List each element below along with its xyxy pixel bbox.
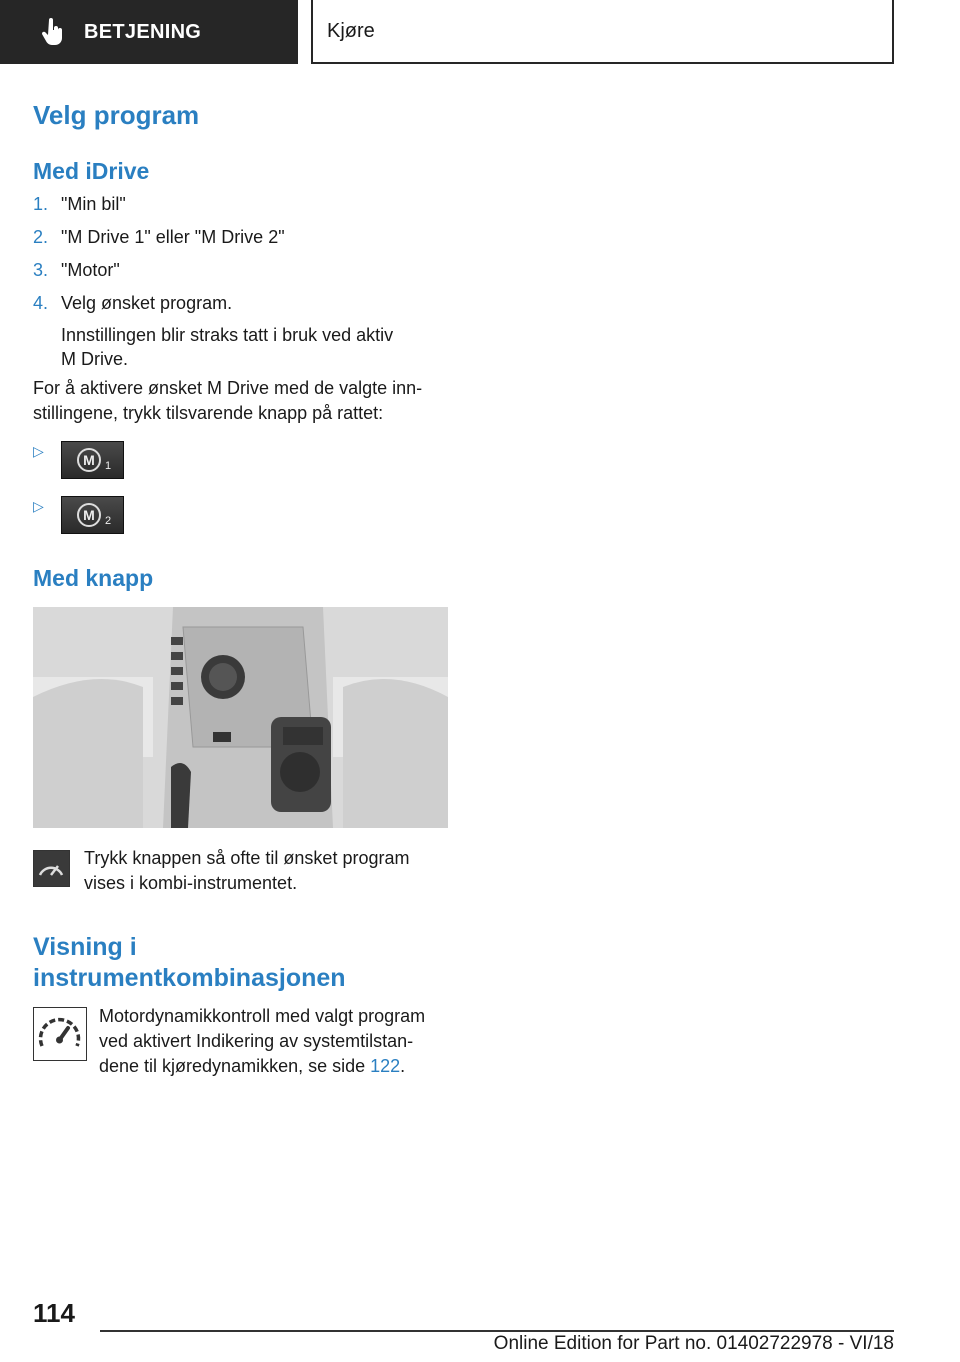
step-text: "Motor" [61, 260, 120, 280]
instruction-paragraph [33, 376, 448, 426]
list-item [33, 193, 448, 226]
list-item [33, 292, 448, 325]
chapter-tab [311, 0, 894, 64]
display-heading [33, 932, 346, 994]
edition-text: Online Edition for Part no. 01402722978 - VI/18 [493, 1333, 894, 1354]
step-number: 1. [33, 194, 49, 214]
idrive-heading: Med iDrive [33, 158, 150, 184]
bullet-icon: ▷ [33, 498, 44, 514]
display-text [99, 1004, 451, 1079]
step-note [61, 323, 448, 371]
m-drive-1-button-icon [61, 441, 124, 479]
display-text-line: Motordynamikkontroll med valgt program [99, 1006, 426, 1026]
display-heading-line: Visning i [33, 933, 137, 961]
step-number: 4. [33, 293, 49, 313]
m-drive-2-button-icon [61, 496, 124, 534]
paragraph-line: For å aktivere ønsket M Drive med de valgte inn- [33, 378, 423, 398]
chapter-label: Kjøre [327, 19, 375, 42]
paragraph-line: stillingene, trykk tilsvarende knapp på rattet: [33, 403, 384, 423]
step-text: Velg ønsket program. [61, 293, 233, 313]
step-number: 3. [33, 260, 49, 280]
display-text-line [99, 1054, 451, 1079]
footer-divider [100, 1330, 894, 1332]
section-tab [0, 0, 298, 64]
list-item [33, 259, 448, 292]
drive-mode-icon [33, 850, 70, 887]
display-heading-line: instrumentkombinasjonen [33, 964, 346, 992]
svg-text:M: M [83, 452, 95, 468]
svg-text:M: M [83, 507, 95, 523]
hand-pointer-icon [38, 17, 68, 47]
steps-list [33, 193, 448, 371]
display-text-line: ved aktivert Indikering av systemtilstan- [99, 1031, 414, 1051]
m-button-sub: 2 [105, 515, 112, 527]
note-line: vises i kombi-instrumentet. [84, 873, 298, 893]
knapp-heading: Med knapp [33, 565, 154, 591]
step-text: "M Drive 1" eller "M Drive 2" [61, 227, 285, 247]
section-label: BETJENING [84, 20, 202, 43]
step-number: 2. [33, 227, 49, 247]
list-item [33, 226, 448, 259]
step-text: "Min bil" [61, 194, 126, 214]
page-title: Velg program [33, 100, 200, 130]
display-text-suffix: . [400, 1056, 406, 1076]
page-link[interactable]: 122 [370, 1056, 401, 1076]
display-text-prefix: dene til kjøredynamikken, se side [99, 1056, 371, 1076]
step-note-line: Innstillingen blir straks tatt i bruk ved aktiv [61, 325, 394, 345]
step-note-line: M Drive. [61, 349, 128, 369]
note-line: Trykk knappen så ofte til ønsket program [84, 848, 410, 868]
bullet-icon: ▷ [33, 443, 44, 459]
speedometer-icon [33, 1007, 87, 1061]
m-button-sub: 1 [105, 460, 112, 472]
center-console-photo [33, 607, 448, 828]
page-number: 114 [33, 1298, 75, 1328]
knapp-note [84, 846, 448, 896]
